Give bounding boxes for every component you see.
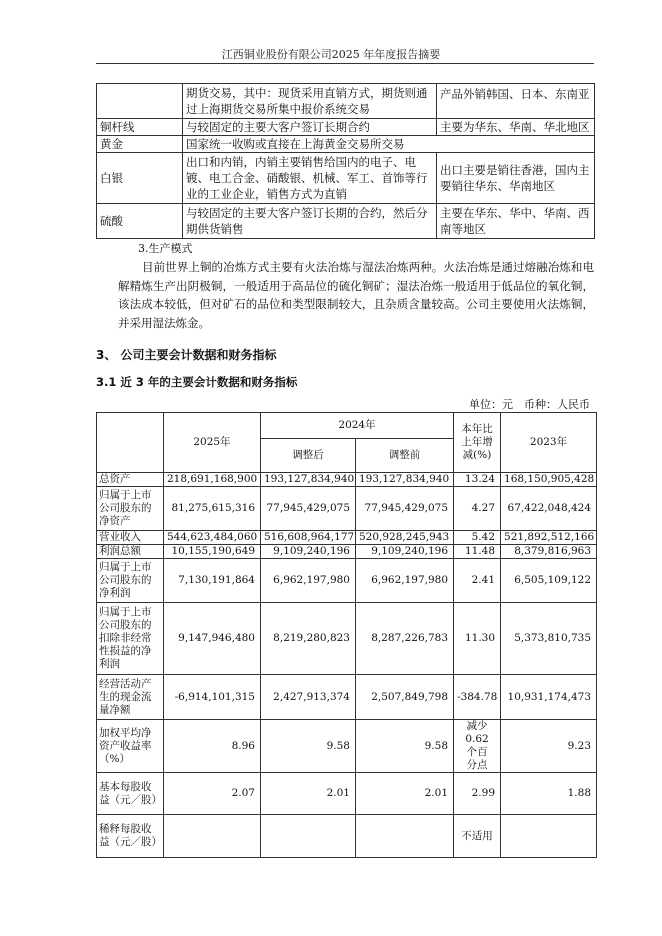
- table-row: [97, 136, 595, 153]
- sales-method-cell: 期货交易，其中：现货采用直销方式，期货则通过上海期货交易所集中报价系统交易: [183, 84, 437, 119]
- product-cell: 黄金: [97, 136, 183, 153]
- row-label: 营业收入: [97, 531, 164, 545]
- table-row: [97, 531, 597, 545]
- table-row: [97, 545, 597, 559]
- sales-method-cell: 与较固定的主要大客户签订长期合约: [183, 119, 437, 136]
- report-header-title: 江西铜业股份有限公司2025 年年度报告摘要: [221, 48, 441, 61]
- value-2024-before: 193,127,834,940: [356, 473, 454, 487]
- value-2024-after: 193,127,834,940: [261, 473, 356, 487]
- section-3-heading: 3、 公司主要会计数据和财务指标: [96, 348, 277, 362]
- table-row: [97, 487, 597, 531]
- value-2024-after: 77,945,429,075: [261, 487, 356, 531]
- table-row: [97, 473, 597, 487]
- row-label: 归属于上市公司股东的扣除非经常性损益的净利润: [97, 603, 164, 675]
- value-change: 5.42: [454, 531, 501, 545]
- row-label: 总资产: [97, 473, 164, 487]
- row-label: 加权平均净资产收益率（%）: [97, 720, 164, 773]
- value-change: -384.78: [454, 675, 501, 720]
- value-2025: -6,914,101,315: [164, 675, 261, 720]
- value-2024-after: [261, 815, 356, 858]
- value-2023: 8,379,816,963: [501, 545, 597, 559]
- header-2025: 2025年: [164, 413, 261, 473]
- header-2023: 2023年: [501, 413, 597, 473]
- table-row: [97, 119, 595, 136]
- product-cell: 白银: [97, 153, 183, 204]
- sales-region-cell: 主要在华东、华中、华南、西南等地区: [437, 204, 595, 239]
- sales-mode-table: [96, 83, 595, 239]
- value-2024-before: 6,962,197,980: [356, 559, 454, 603]
- sales-region-cell: 主要为华东、华南、华北地区: [437, 119, 595, 136]
- row-label: 利润总额: [97, 545, 164, 559]
- value-2023: 10,931,174,473: [501, 675, 597, 720]
- product-cell: [97, 84, 183, 119]
- header-divider: [96, 63, 594, 64]
- value-2024-after: 9.58: [261, 720, 356, 773]
- value-2025: 2.07: [164, 773, 261, 815]
- value-2024-before: 9.58: [356, 720, 454, 773]
- value-2025: 9,147,946,480: [164, 603, 261, 675]
- value-2025: 81,275,615,316: [164, 487, 261, 531]
- value-2024-after: 6,962,197,980: [261, 559, 356, 603]
- table-row: [97, 720, 597, 773]
- table-row: [97, 675, 597, 720]
- sales-region-cell: 出口主要是销往香港，国内主要销往华东、华南地区: [437, 153, 595, 204]
- value-change: 不适用: [454, 815, 501, 858]
- value-2023: 5,373,810,735: [501, 603, 597, 675]
- value-change: 2.41: [454, 559, 501, 603]
- value-2025: 544,623,484,060: [164, 531, 261, 545]
- value-2024-before: 9,109,240,196: [356, 545, 454, 559]
- value-2023: 1.88: [501, 773, 597, 815]
- value-2024-before: 2,507,849,798: [356, 675, 454, 720]
- value-2024-before: 2.01: [356, 773, 454, 815]
- header-change: 本年比上年增减(%): [454, 413, 501, 473]
- value-2023: 168,150,905,428: [501, 473, 597, 487]
- value-2024-before: 8,287,226,783: [356, 603, 454, 675]
- table-row: [97, 815, 597, 858]
- table-row: [97, 84, 595, 119]
- table-row: [97, 204, 595, 239]
- table-header-row: [97, 413, 597, 439]
- value-change: 11.48: [454, 545, 501, 559]
- value-2025: 10,155,190,649: [164, 545, 261, 559]
- header-adjusted-after: 调整后: [261, 439, 356, 473]
- value-2024-after: 2.01: [261, 773, 356, 815]
- table-row: [97, 153, 595, 204]
- value-change: 2.99: [454, 773, 501, 815]
- financial-indicators-table: [96, 412, 597, 858]
- product-cell: 铜杆线: [97, 119, 183, 136]
- row-label: 归属于上市公司股东的净利润: [97, 559, 164, 603]
- sales-method-cell: 国家统一收购或直接在上海黄金交易所交易: [183, 136, 595, 153]
- row-label: 基本每股收益（元／股）: [97, 773, 164, 815]
- row-label: 归属于上市公司股东的净资产: [97, 487, 164, 531]
- value-2024-after: 516,608,964,177: [261, 531, 356, 545]
- value-2024-before: 77,945,429,075: [356, 487, 454, 531]
- sales-method-cell: 出口和内销，内销主要销售给国内的电子、电镀、电工合金、硝酸银、机械、军工、首饰等行业的工业企业，销售方式为直销: [183, 153, 437, 204]
- value-change: 减少0.62个百分点: [454, 720, 501, 773]
- header-empty-cell: [97, 413, 164, 473]
- production-subtitle: 3.生产模式: [138, 242, 193, 255]
- header-2024: 2024年: [261, 413, 454, 439]
- section-3-1-heading: 3.1 近 3 年的主要会计数据和财务指标: [96, 375, 298, 389]
- header-adjusted-before: 调整前: [356, 439, 454, 473]
- product-cell: 硫酸: [97, 204, 183, 239]
- value-change: 13.24: [454, 473, 501, 487]
- value-2024-before: 520,928,245,943: [356, 531, 454, 545]
- value-2023: 9.23: [501, 720, 597, 773]
- value-2025: [164, 815, 261, 858]
- value-2024-after: 8,219,280,823: [261, 603, 356, 675]
- value-2024-after: 2,427,913,374: [261, 675, 356, 720]
- table-row: [97, 603, 597, 675]
- sales-method-cell: 与较固定的主要大客户签订长期的合约，然后分期供货销售: [183, 204, 437, 239]
- value-2023: 6,505,109,122: [501, 559, 597, 603]
- value-2023: 521,892,512,166: [501, 531, 597, 545]
- value-2024-after: 9,109,240,196: [261, 545, 356, 559]
- table-row: [97, 559, 597, 603]
- value-2025: 8.96: [164, 720, 261, 773]
- value-2023: [501, 815, 597, 858]
- value-2023: 67,422,048,424: [501, 487, 597, 531]
- row-label: 稀释每股收益（元／股）: [97, 815, 164, 858]
- value-2025: 7,130,191,864: [164, 559, 261, 603]
- value-2025: 218,691,168,900: [164, 473, 261, 487]
- row-label: 经营活动产生的现金流量净额: [97, 675, 164, 720]
- value-change: 11.30: [454, 603, 501, 675]
- production-paragraph: 目前世界上铜的冶炼方式主要有火法冶炼与湿法冶炼两种。火法冶炼是通过熔融冶炼和电解精炼生产出阴极铜，一般适用于高品位的硫化铜矿；湿法冶炼一般适用于低品位的氧化铜，该法成本较低，但对矿石的品位和类型限制较大，且杂质含量较高。公司主要使用火法炼铜，并采用湿法炼金。: [118, 260, 594, 330]
- unit-currency-note: 单位：元 币种：人民币: [469, 398, 590, 411]
- value-change: 4.27: [454, 487, 501, 531]
- value-2024-before: [356, 815, 454, 858]
- table-row: [97, 773, 597, 815]
- sales-region-cell: 产品外销韩国、日本、东南亚: [437, 84, 595, 119]
